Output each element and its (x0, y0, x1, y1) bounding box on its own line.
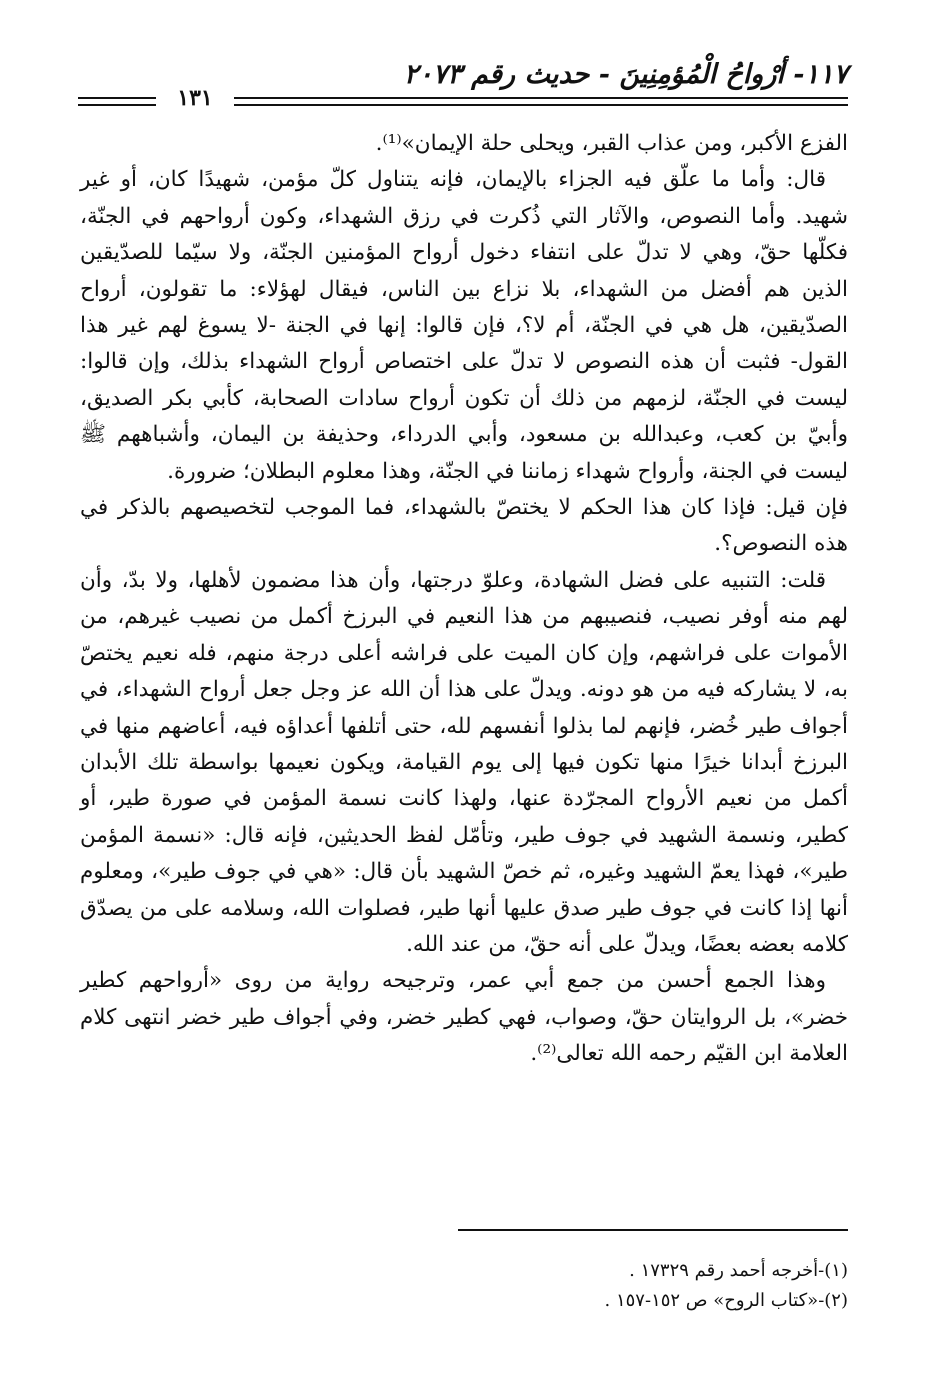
running-title: ١١٧- أرْواحُ الْمُؤمِنِينَ - حديث رقم ٢٠٧٣ (403, 59, 848, 90)
footnote: (١)-أخرجه أحمد رقم ١٧٣٢٩ . (629, 1260, 848, 1281)
paragraph: فإن قيل: فإذا كان هذا الحكم لا يختصّ بالشهداء، فما الموجب لتخصيصهم بالذكر في هذه النصوص؟. (80, 495, 848, 557)
page-header (78, 55, 848, 115)
footnotes (300, 1256, 848, 1316)
page-number: ١٣١ (177, 85, 213, 111)
paragraph: قلت: التنبيه على فضل الشهادة، وعلوّ درجتها، وأن هذا مضمون لأهلها، ولا بدّ، وأن لهم منه أوفر نصيب، فنصيبهم من هذا النعيم في البرزخ أكمل من نصيب غيرهم، من الأموات على فراشهم، وإن كان الميت على فراشه أعلى درجة منهم، فله نعيم يختصّ به، لا يشاركه فيه من هو دونه. ويدلّ على هذا أن الله عز وجل جعل أرواح الشهداء، في أجواف طير خُضر، فإنهم لما بذلوا أنفسهم لله، حتى أتلفها أعداؤه فيه، أعاضهم منها في البرزخ أبدانا خيرًا منها تكون فيها إلى يوم القيامة، ويكون نعيمها بواسطة تلك الأبدان أكمل من نعيم الأرواح المجرّدة عنها، ولهذا كانت نسمة المؤمن في صورة طير، أو كطير، ونسمة الشهيد في جوف طير، وتأمّل لفظ الحديثين، فإنه قال: «نسمة المؤمن طير»، فهذا يعمّ الشهيد وغيره، ثم خصّ الشهيد بأن قال: «هي في جوف طير»، ومعلوم أنها إذا كانت في جوف طير صدق عليها أنها طير، فصلوات الله، وسلامه على من يصدّق كلامه بعضه بعضًا، ويدلّ على أنه حقّ، من عند الله. (80, 567, 848, 957)
main-text (80, 126, 848, 1073)
paragraph: الفزع الأكبر، ومن عذاب القبر، ويحلى حلة الإيمان»⁽¹⁾. (375, 131, 848, 156)
header-rule-right (234, 97, 848, 106)
footnote: (٢)-«كتاب الروح» ص ١٥٢-١٥٧ . (604, 1290, 848, 1311)
header-rule-left (78, 97, 156, 106)
footnote-separator (458, 1229, 848, 1231)
paragraph: وهذا الجمع أحسن من جمع أبي عمر، وترجيحه رواية من روى «أرواحهم كطير خضر»، بل الروايتان حقّ، وصواب، فهي كطير خضر، وفي أجواف طير خضر انتهى كلام العلامة ابن القيّم رحمه الله تعالى⁽²⁾. (80, 968, 848, 1067)
paragraph: قال: وأما ما علّق فيه الجزاء بالإيمان، فإنه يتناول كلّ مؤمن، شهيدًا كان، أو غير شهيد. وأما النصوص، والآثار التي ذُكرت في رزق الشهداء، وكون أرواحهم في الجنّة، فكلّها حقّ، وهي لا تدلّ على انتفاء دخول أرواح المؤمنين الجنّة، ولا سيّما للصدّيقين الذين هم أفضل من الشهداء، بلا نزاع بين الناس، فيقال لهؤلاء: ما تقولون، أرواح الصدّيقين، هل هي في الجنّة، أم لا؟، فإن قالوا: إنها في الجنة -لا يسوغ لهم غير هذا القول- فثبت أن هذه النصوص لا تدلّ على اختصاص أرواح الشهداء بذلك، وإن قالوا: ليست في الجنّة، لزمهم من ذلك أن تكون أرواح سادات الصحابة، كأبي بكر الصديق، وأبيّ بن كعب، وعبدالله بن مسعود، وأبي الدرداء، وحذيفة بن اليمان، وأشباههم ﷺ ليست في الجنة، وأرواح شهداء زماننا في الجنّة، وهذا معلوم البطلان؛ ضرورة. (80, 167, 848, 484)
